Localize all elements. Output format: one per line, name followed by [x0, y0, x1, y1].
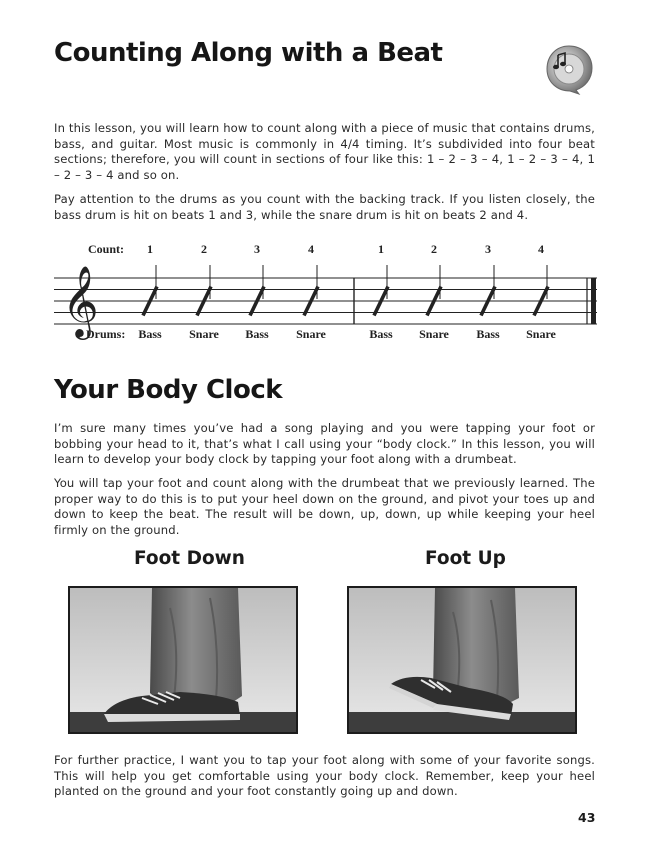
tap-foot-paragraph: You will tap your foot and count along with the drumbeat that we previously learned. The proper way to do this is to put your heel down on the ground, and pivot your toes up and down to keep the beat. The result will be down, up, down, up while keeping your heel firmly on the ground. [54, 476, 595, 537]
intro-paragraph: In this lesson, you will learn how to count along with a piece of music that contains drums, bass, and guitar. Most music is commonly in 4/4 timing. It’s subdivided into four beat sections; therefore, you will count in sections of four like this: 1 – 2 – 3 – 4, 1 – 2 – 3 – 4, 1 – 2 – 3 – 4 and so on. [54, 121, 595, 182]
drum-label: Snare [296, 327, 326, 341]
svg-text:𝄞: 𝄞 [62, 264, 99, 337]
drums-label: Drums: [86, 327, 126, 341]
drums-paragraph: Pay attention to the drums as you count with the backing track. If you listen closely, the bass drum is hit on beats 1 and 3, while the snare drum is hit on beats 2 and 4. [54, 192, 595, 222]
further-practice-paragraph: For further practice, I want you to tap your foot along with some of your favorite songs. This will help you get comfortable using your body clock. Remember, keep your heel planted on the ground and your foot constantly going up and down. [54, 753, 595, 799]
page-number: 43 [578, 810, 596, 825]
count-number: 1 [147, 242, 153, 256]
final-barline-thick [591, 278, 596, 324]
drum-label: Snare [419, 327, 449, 341]
staff-lines [54, 278, 597, 324]
drum-label: Bass [476, 327, 500, 341]
foot-up-photo [347, 586, 577, 734]
section-title-body-clock: Your Body Clock [54, 375, 283, 405]
count-label: Count: [88, 242, 125, 256]
count-number: 2 [201, 242, 207, 256]
body-clock-paragraph: I’m sure many times you’ve had a song playing and you were tapping your foot or bobbing your head to it, that’s what I call using your “body clock.” In this lesson, you will learn to develop your body clock by tapping your foot along with a drumbeat. [54, 421, 595, 467]
rhythm-notation [54, 238, 599, 342]
drum-label: Bass [369, 327, 393, 341]
drum-label: Bass [245, 327, 269, 341]
count-number: 1 [378, 242, 384, 256]
count-number: 3 [485, 242, 491, 256]
foot-down-photo [68, 586, 298, 734]
count-number: 3 [254, 242, 260, 256]
music-cd-icon [543, 43, 595, 95]
treble-clef-icon [62, 264, 99, 340]
foot-up-label: Foot Up [425, 548, 506, 569]
drum-label: Snare [189, 327, 219, 341]
count-number: 4 [308, 242, 314, 256]
drum-label: Bass [138, 327, 162, 341]
count-number: 4 [538, 242, 544, 256]
section-title-counting: Counting Along with a Beat [54, 38, 443, 68]
drum-label: Snare [526, 327, 556, 341]
foot-down-label: Foot Down [134, 548, 245, 569]
count-number: 2 [431, 242, 437, 256]
